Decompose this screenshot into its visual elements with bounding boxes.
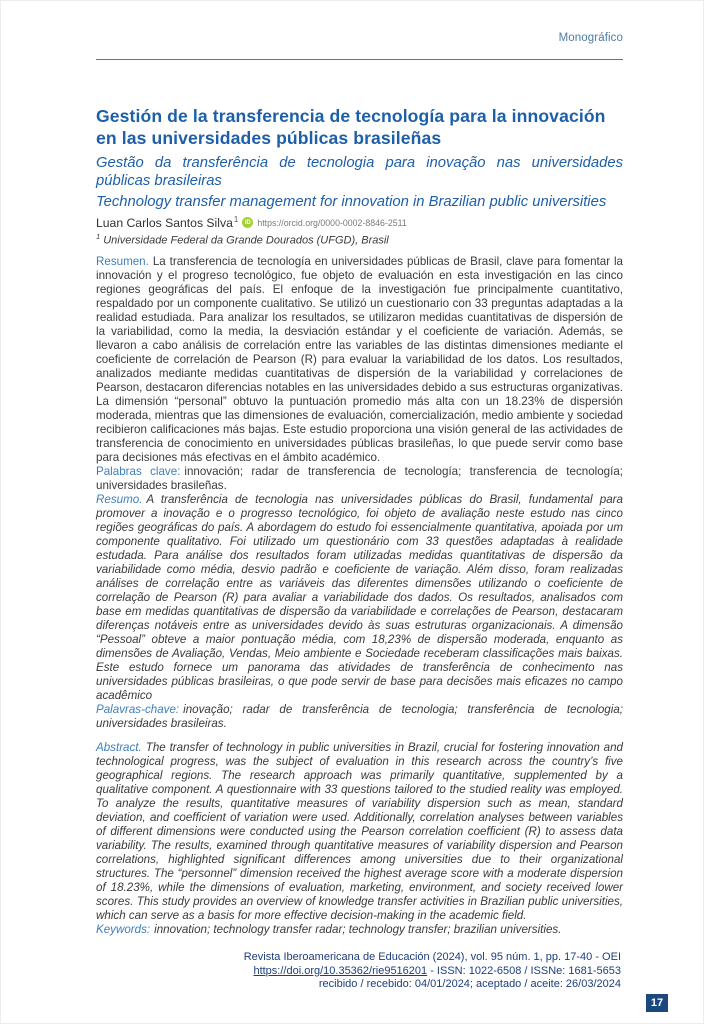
orcid-url-link[interactable]: https://orcid.org/0000-0002-8846-2511 bbox=[257, 217, 407, 228]
keywords-en-label: Keywords: bbox=[96, 922, 151, 936]
keywords-en-text: innovation; technology transfer radar; technology transfer; brazilian universities. bbox=[154, 922, 562, 936]
orcid-id-icon[interactable]: iD bbox=[242, 217, 253, 228]
footer-issn-line bbox=[96, 965, 621, 979]
author-name: Luan Carlos Santos Silva$^1$ bbox=[96, 215, 239, 231]
keywords-pt bbox=[96, 703, 623, 731]
abstract-en bbox=[96, 741, 623, 923]
footer-journal-line: Revista Iberoamericana de Educación (2024), vol. 95 núm. 1, pp. 17-40 - OEI bbox=[243, 951, 621, 963]
author-row bbox=[96, 215, 623, 230]
page-number-badge: 17 bbox=[646, 994, 668, 1012]
footer-dates-line: recibido / recebido: 04/01/2024; aceptado / aceite: 26/03/2024 bbox=[318, 978, 621, 991]
abstract-es bbox=[96, 255, 623, 465]
article-title-es: Gestión de la transferencia de tecnología para la innovación en las universidades públicas brasileñas bbox=[96, 106, 606, 148]
affiliation-superscript: 1 bbox=[96, 232, 101, 242]
keywords-pt-text: inovação; radar de transferência de tecnologia; transferência de tecnologia; universidades brasileiras. bbox=[96, 702, 623, 730]
content-column bbox=[96, 1, 623, 937]
doi-link[interactable]: https://doi.org/10.35362/rie9516201 bbox=[253, 964, 428, 977]
header-divider bbox=[96, 59, 623, 60]
footer-issn-text: - ISSN: 1022-6508 / ISSNe: 1681-5653 bbox=[427, 964, 621, 977]
section-label: Monográfico bbox=[558, 32, 623, 44]
abstract-en-text: The transfer of technology in public universities in Brazil, crucial for fostering innovation and technological progress, was the subject of evaluation in this research across the country’s five geographical regions. The research approach was primarily quantitative, supplemented by a qualitative component. A questionnaire with 33 questions tailored to the studied reality was employed. To analyze the results, quantitative measures of variability dispersion such as mean, standard deviation, and coefficient of variation were used. Additionally, correlation analyses between variables of different dimensions were conducted using the Pearson correlation coefficient (R) to assess data variability. The results, examined through quantitative measures of variability dispersion and Pearson correlations, highlighted significant differences among universities due to their organizational structures. The “personnel” dimension received the highest average score with a moderate dispersion of 18.23%, while the dimensions of evaluation, marketing, environment, and society received lower scores. This study provides an overview of knowledge transfer activities in Brazilian public universities, which can serve as a basis for more effective decision-making in the academic field. bbox=[96, 740, 623, 922]
abstract-pt bbox=[96, 493, 623, 703]
abstract-en-label: Abstract. bbox=[96, 740, 142, 754]
abstract-pt-label: Resumo. bbox=[96, 492, 143, 506]
keywords-es-text: innovación; radar de transferencia de tecnología; transferencia de tecnología; universidades brasileñas. bbox=[96, 464, 623, 492]
abstract-pt-text: A transferência de tecnologia nas universidades públicas do Brasil, fundamental para promover a inovação e o progresso tecnológico, foi objeto de avaliação neste estudo nas cinco regiões geográficas do país. A abordagem do estudo foi essencialmente quantitativa, apoiada por um componente qualitativo. Foi utilizado um questionário com 33 questões adaptadas à realidade estudada. Para análise dos resultados foram utilizadas medidas quantitativas de dispersão da variabilidade como média, desvio padrão e coeficiente de variação. Além disso, foram realizadas análises de correlação entre as variáveis das diferentes dimensões utilizando o coeficiente de correlação de Pearson (R) para avaliar a variabilidade dos dados. Os resultados, analisados com base em medidas quantitativas de dispersão da variabilidade e correlações de Pearson, destacaram diferenças notáveis entre as universidades devido às suas estruturas organizacionais. A dimensão “Pessoal” obteve a maior pontuação média, com 18,23% de dispersão moderada, enquanto as dimensões de Avaliação, Vendas, Meio ambiente e Sociedade receberam classificações mais baixas. Este estudo fornece um panorama das atividades de transferência de conhecimento nas universidades públicas brasileiras, o que pode servir de base para decisões mais eficazes no campo acadêmico bbox=[96, 492, 623, 702]
author-affiliation: $^1$ Universidade Federal da Grande Dourados (UFGD), Brasil bbox=[96, 232, 389, 247]
keywords-es-label: Palabras clave: bbox=[96, 464, 181, 478]
page-footer bbox=[96, 951, 621, 992]
abstract-es-text: La transferencia de tecnología en universidades públicas de Brasil, clave para fomentar la innovación y el progreso tecnológico, fue objeto de evaluación en esta investigación en las cinco regiones geográficas del país. El enfoque de la investigación fue principalmente cuantitativo, respaldado por un componente cualitativo. Se utilizó un cuestionario con 33 preguntas adaptadas a la realidad estudiada. Para analizar los resultados, se utilizaron medidas cuantitativas de dispersión de la variabilidad, como la media, la desviación estándar y el coeficiente de variación. Además, se llevaron a cabo análisis de correlación entre las variables de las distintas dimensiones mediante el coeficiente de correlación de Pearson (R) para evaluar la variabilidad de los datos. Los resultados, analizados mediante medidas cuantitativas de dispersión de la variabilidad y correlaciones de Pearson, destacaron diferencias notables en las universidades debido a sus estructuras organizativas. La dimensión “personal” obtuvo la puntuación promedio más alta con un 18.23% de dispersión moderada, mientras que las dimensiones de evaluación, comercialización, medio ambiente y sociedad recibieron calificaciones más bajas. Este estudio proporciona una visión general de las actividades de transferencia de conocimiento en universidades públicas brasileñas, lo que puede servir como base para decisiones más efectivas en el ámbito académico. bbox=[96, 254, 623, 464]
article-title-en: Technology transfer management for innovation in Brazilian public universities bbox=[96, 194, 607, 210]
keywords-en bbox=[96, 923, 623, 937]
author-affiliation-superscript: 1 bbox=[233, 215, 239, 224]
keywords-pt-label: Palavras-chave: bbox=[96, 702, 180, 716]
abstract-es-label: Resumen. bbox=[96, 254, 149, 268]
keywords-es bbox=[96, 465, 623, 493]
article-title-pt: Gestão da transferência de tecnologia para inovação nas universidades públicas brasileiras bbox=[96, 155, 623, 189]
